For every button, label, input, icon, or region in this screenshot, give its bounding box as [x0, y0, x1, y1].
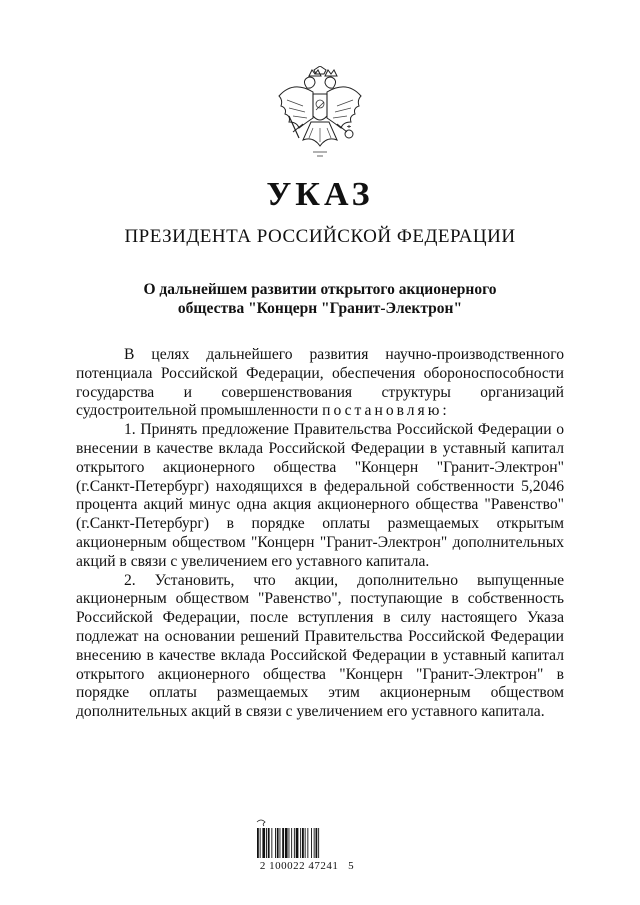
- barcode-bar: [266, 828, 267, 858]
- barcode-bar: [257, 828, 259, 858]
- decree-heading-line-1: О дальнейшем развитии открытого акционерного: [143, 281, 497, 298]
- barcode-bar: [282, 828, 284, 858]
- barcode-bar: [268, 828, 270, 858]
- clause-2-paragraph: 2. Установить, что акции, дополнительно выпущенные акционерным обществом "Равенство", поступающие в собственность Российской Федерации, после вступления в силу настоящего Указа подлежат на основании решений Правительства Российской Федерации внесению в качестве вклада Российской Федерации в уставный капитал открытого акционерного общества "Концерн "Гранит-Электрон" в порядке оплаты размещаемых этим акционерным обществом дополнительных акций в связи с увеличением его уставного капитала.: [76, 571, 564, 721]
- barcode-bar: [296, 828, 299, 858]
- barcode-number: 2 100022 47241 5: [259, 860, 355, 872]
- barcode-bar: [275, 828, 276, 858]
- barcode-bar: [314, 828, 315, 858]
- decree-heading: [80, 280, 560, 318]
- barcode-bar: [280, 828, 281, 858]
- barcode-bar: [291, 828, 292, 858]
- barcode-bar: [307, 828, 308, 858]
- barcode-bar: [285, 828, 288, 858]
- barcode-bar: [305, 828, 306, 858]
- clause-1-paragraph: 1. Принять предложение Правительства Российской Федерации о внесении в качестве вклада Российской Федерации в уставный капитал открытого акционерного общества "Концерн "Гранит-Электрон" (г.Санкт-Петербург) находящихся в федеральной собственности 5,2046 процента акций минус одна акция акционерного общества "Равенство" (г.Санкт-Петербург) в порядке оплаты размещаемых открытым акционерным обществом "Концерн "Гранит-Электрон" дополнительных акций в связи с увеличением его уставного капитала.: [76, 421, 564, 570]
- barcode-bar: [318, 828, 319, 858]
- barcode-bar: [311, 828, 312, 858]
- barcode-bar: [262, 828, 265, 858]
- barcode-bar: [316, 828, 318, 858]
- barcode-bar: [277, 828, 279, 858]
- preamble-text: В целях дальнейшего развития научно-производственного потенциала Российской Федерации, обеспечения обороноспособности государства и совершенствования структуры организаций судостроительной промышленности: [76, 346, 564, 420]
- barcode-bar: [300, 828, 301, 858]
- barcode-bar: [302, 828, 304, 858]
- barcode-bar: [271, 828, 272, 858]
- document-subtitle: ПРЕЗИДЕНТА РОССИЙСКОЙ ФЕДЕРАЦИИ: [124, 226, 516, 247]
- barcode-bar: [260, 828, 261, 858]
- preamble-paragraph: [76, 346, 564, 421]
- decree-heading-line-2: общества "Концерн "Гранит-Электрон": [177, 300, 463, 317]
- document-title: УКАЗ: [266, 176, 374, 213]
- barcode-bar: [294, 828, 295, 858]
- barcode-bar: [289, 828, 290, 858]
- decree-word: постановляю:: [322, 402, 450, 420]
- decree-body: [76, 346, 564, 722]
- double-headed-eagle-icon: [273, 66, 367, 166]
